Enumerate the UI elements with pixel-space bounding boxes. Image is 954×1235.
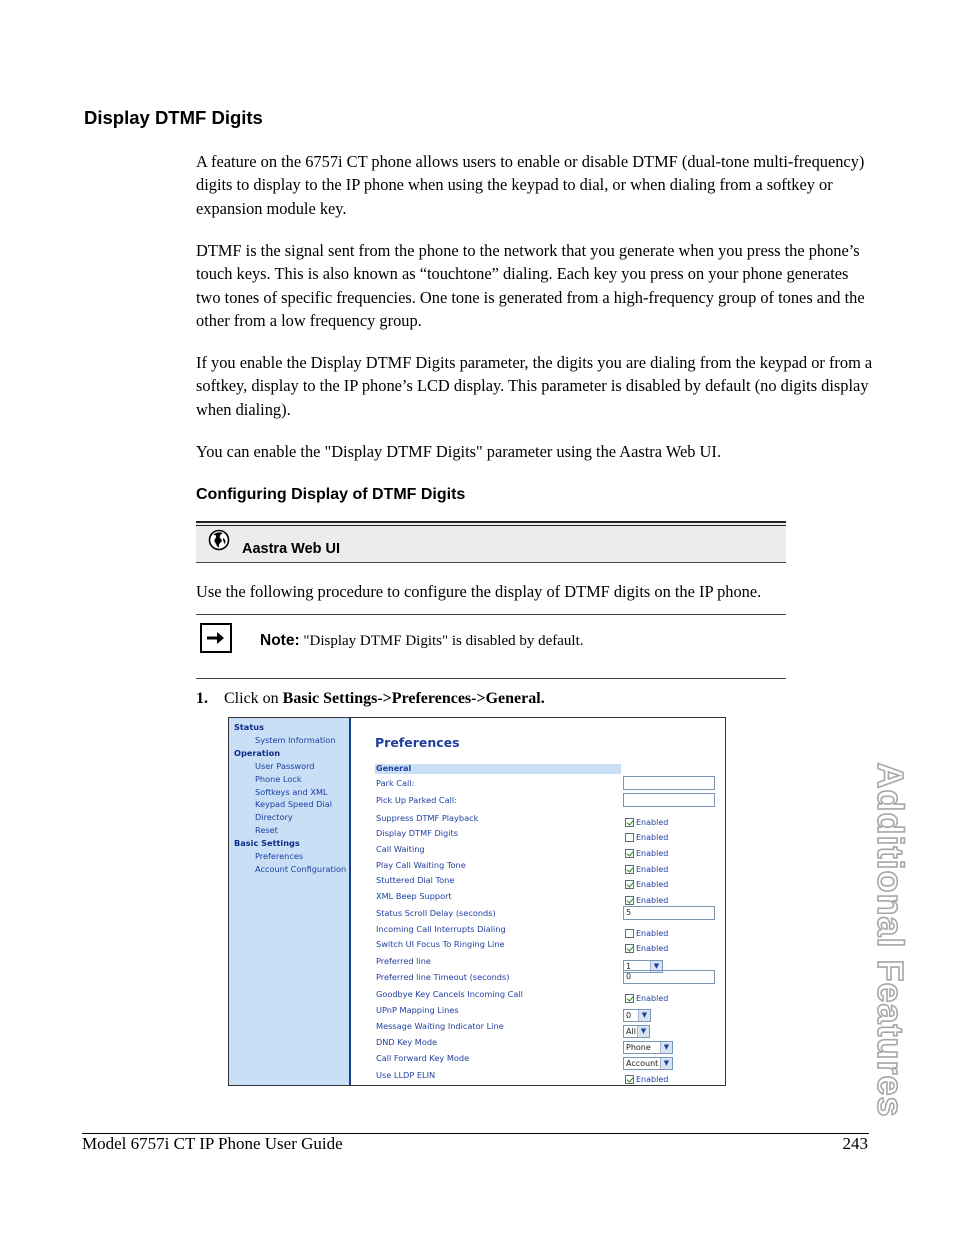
setting-label: Display DTMF Digits (376, 828, 458, 838)
section-title: Display DTMF Digits (84, 107, 263, 128)
nav-item[interactable]: Directory (255, 812, 293, 822)
setting-checkbox[interactable] (625, 849, 634, 858)
preferences-screenshot (228, 717, 726, 1086)
setting-label: Preferred line Timeout (seconds) (376, 972, 510, 982)
chevron-down-icon[interactable]: ▼ (637, 1026, 649, 1037)
setting-checkbox[interactable] (625, 1075, 634, 1084)
page-number: 243 (842, 1134, 868, 1153)
nav-item[interactable]: Phone Lock (255, 774, 302, 784)
paragraph-3: If you enable the Display DTMF Digits parameter, the digits you are dialing from the keypad or from a softkey, display to the IP phone’s LCD display. This parameter is disabled by default (no digits display when dialing). (196, 353, 873, 419)
setting-label: Call Forward Key Mode (376, 1053, 470, 1063)
nav-item[interactable]: Account Configuration (255, 864, 347, 874)
note-divider-top (196, 614, 786, 615)
select-value: Account (626, 1059, 659, 1068)
checkbox-label: Enabled (636, 880, 669, 889)
nav-item[interactable]: Operation (234, 748, 281, 758)
checkbox-label: Enabled (636, 994, 669, 1003)
setting-label: Switch UI Focus To Ringing Line (376, 939, 505, 949)
footer-title: Model 6757i CT IP Phone User Guide (82, 1134, 343, 1153)
paragraph-1: A feature on the 6757i CT phone allows users to enable or disable DTMF (dual-tone multi-frequency) digits to display to the IP phone when using the keypad to dial, or when dialing from a softkey or expansion module key. (196, 152, 865, 218)
setting-text-input[interactable] (623, 776, 715, 790)
note-text: "Display DTMF Digits" is disabled by default. (303, 633, 584, 649)
setting-label: Incoming Call Interrupts Dialing (376, 924, 506, 934)
step-path: Basic Settings->Preferences->General. (282, 690, 545, 707)
webui-banner (196, 521, 786, 563)
nav-item[interactable]: Keypad Speed Dial (255, 799, 332, 809)
general-group-label: General (376, 764, 412, 773)
select-value: All (626, 1027, 636, 1036)
nav-item[interactable]: Preferences (255, 851, 304, 861)
chevron-down-icon[interactable]: ▼ (660, 1042, 672, 1053)
setting-checkbox[interactable] (625, 880, 634, 889)
step-number: 1. (196, 690, 208, 707)
preferences-title: Preferences (375, 735, 460, 750)
checkbox-label: Enabled (636, 896, 669, 905)
select-value: 0 (626, 1011, 632, 1020)
side-tab-label: Additional Features (870, 762, 911, 1118)
setting-checkbox[interactable] (625, 944, 634, 953)
setting-label: Message Waiting Indicator Line (376, 1021, 504, 1031)
setting-label: Stuttered Dial Tone (376, 875, 455, 885)
paragraph-4: You can enable the "Display DTMF Digits" parameter using the Aastra Web UI. (196, 442, 721, 461)
checkbox-label: Enabled (636, 944, 669, 953)
nav-item[interactable]: Status (234, 722, 264, 732)
setting-label: Suppress DTMF Playback (376, 813, 479, 823)
setting-checkbox[interactable] (625, 833, 634, 842)
chevron-down-icon[interactable]: ▼ (638, 1010, 650, 1021)
arrow-right-icon (200, 623, 232, 653)
step-prefix: Click on (224, 690, 283, 707)
nav-item[interactable]: User Password (255, 761, 315, 771)
setting-checkbox[interactable] (625, 896, 634, 905)
setting-checkbox[interactable] (625, 865, 634, 874)
select-value: Phone (626, 1043, 651, 1052)
screenshot-sidebar (229, 718, 351, 1085)
nav-item[interactable]: System Information (255, 735, 336, 745)
globe-icon (208, 529, 230, 551)
setting-label: Pick Up Parked Call: (376, 795, 457, 805)
chevron-down-icon[interactable]: ▼ (660, 1058, 672, 1069)
nav-item[interactable]: Basic Settings (234, 838, 300, 848)
subsection-title: Configuring Display of DTMF Digits (196, 486, 466, 503)
chevron-down-icon[interactable]: ▼ (650, 961, 662, 972)
setting-label: Play Call Waiting Tone (376, 860, 466, 870)
general-group-bar (375, 764, 621, 774)
setting-checkbox[interactable] (625, 929, 634, 938)
setting-checkbox[interactable] (625, 818, 634, 827)
setting-checkbox[interactable] (625, 994, 634, 1003)
setting-text-input[interactable]: 5 (623, 906, 715, 920)
step-1 (196, 690, 545, 708)
select-value: 1 (626, 962, 632, 971)
note (260, 632, 584, 650)
checkbox-label: Enabled (636, 1075, 669, 1084)
side-tab (860, 762, 920, 1118)
setting-label: Park Call: (376, 778, 415, 788)
setting-label: XML Beep Support (376, 891, 452, 901)
checkbox-label: Enabled (636, 849, 669, 858)
webui-label: Aastra Web UI (242, 541, 341, 557)
checkbox-label: Enabled (636, 929, 669, 938)
setting-label: Goodbye Key Cancels Incoming Call (376, 989, 523, 999)
checkbox-label: Enabled (636, 818, 669, 827)
paragraph-2: DTMF is the signal sent from the phone to the network that you generate when you press the phone’s touch keys. This is also known as “touchtone” dialing. Each key you press on your phone generates two tones of specific frequencies. One tone is generated from a high-frequency group of tones and the other from a low frequency group. (196, 241, 865, 331)
note-label: Note: (260, 632, 300, 649)
setting-label: Call Waiting (376, 844, 425, 854)
nav-item[interactable]: Softkeys and XML (255, 787, 328, 797)
nav-item[interactable]: Reset (255, 825, 278, 835)
setting-label: UPnP Mapping Lines (376, 1005, 459, 1015)
setting-text-input[interactable]: 0 (623, 970, 715, 984)
setting-text-input[interactable] (623, 793, 715, 807)
setting-label: Use LLDP ELIN (376, 1070, 436, 1080)
note-divider-bottom (196, 678, 786, 679)
procedure-intro: Use the following procedure to configure the display of DTMF digits on the IP phone. (196, 582, 762, 601)
checkbox-label: Enabled (636, 865, 669, 874)
checkbox-label: Enabled (636, 833, 669, 842)
setting-label: Status Scroll Delay (seconds) (376, 908, 496, 918)
setting-label: Preferred line (376, 956, 431, 966)
setting-label: DND Key Mode (376, 1037, 438, 1047)
